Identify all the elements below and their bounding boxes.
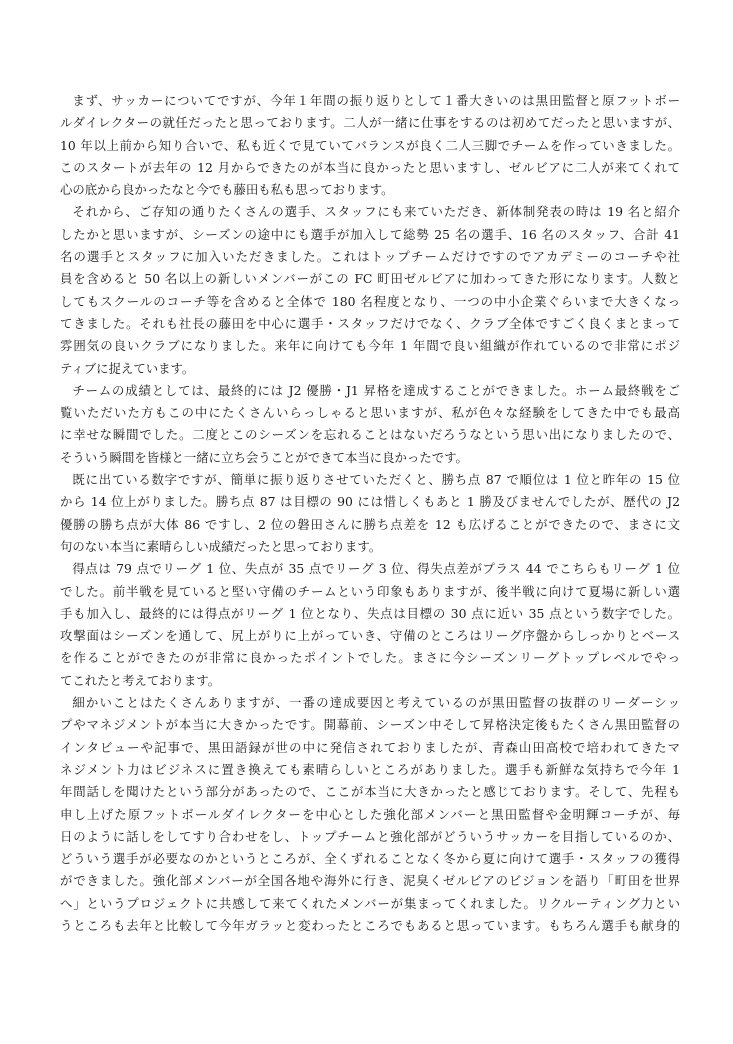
text-line: でした。前半戦を見ていると堅い守備のチームという印象もありますが、後半戦に向けて夏場に新しい選 (60, 583, 680, 599)
text-line: ネジメント力はビジネスに置き換えても素晴らしいところがありました。選手も新鮮な気持ちで今年 1 (60, 761, 680, 777)
text-line: してもスクールのコーチ等を含めると全体で 180 名程度となり、一つの中小企業ぐらいまで大きくなっ (60, 293, 680, 309)
text-line: 名の選手とスタッフに加入いただきました。これはトップチームだけですのでアカデミーのコーチや社 (60, 249, 680, 265)
text-line: てきました。それも社長の藤田を中心に選手・スタッフだけでなく、クラブ全体ですごく良くまとまって (60, 315, 680, 331)
text-line: 員を含めると 50 名以上の新しいメンバーがこの FC 町田ゼルビアに加わってきた形になります。人数と (60, 271, 680, 287)
text-line: プやマネジメントが本当に大きかったです。開幕前、シーズン中そして昇格決定後もたくさん黒田監督の (60, 717, 680, 733)
text-line: インタビューや記事で、黒田語録が世の中に発信されておりましたが、青森山田高校で培われてきたマ (60, 739, 680, 755)
text-line: 得点は 79 点でリーグ 1 位、失点が 35 点でリーグ 3 位、得失点差がプラス 44 でこちらもリーグ 1 位 (72, 561, 680, 577)
text-line: に幸せな瞬間でした。二度とこのシーズンを忘れることはないだろうなという思い出になりましたので、 (60, 427, 680, 443)
text-line: 年間話しを聞けたという部分があったので、ここが本当に大きかったと感じております。そして、先程も (60, 784, 680, 800)
text-line: てこれたと考えております。 (60, 672, 221, 688)
text-line: ティブに捉えています。 (60, 360, 195, 376)
text-line: チームの成績としては、最終的には J2 優勝・J1 昇格を達成することができました。ホーム最終戦をご (72, 382, 680, 398)
text-line: 手も加入し、最終的には得点がリーグ 1 位となり、失点は目標の 30 点に近い 35 点という数字でした。 (60, 605, 680, 621)
text-line: このスタートが去年の 12 月からできたのが本当に良かったと思いますし、ゼルビアに二人が来てくれて (60, 159, 680, 175)
text-line: から 14 位上がりました。勝ち点 87 は目標の 90 には惜しくもあと 1 勝及びませんでしたが、歴代の J2 (60, 494, 680, 510)
text-line: 心の底から良かったなと今でも藤田も私も思っております。 (60, 182, 394, 198)
text-line: を作ることができたのが非常に良かったポイントでした。まさに今シーズンリーグトップレベルでやっ (60, 650, 680, 666)
text-line: 申し上げた原フットボールダイレクターを中心とした強化部メンバーと黒田監督や金明輝コーチが、毎 (60, 806, 680, 822)
text-line: 10 年以上前から知り合いで、私も近くで見ていてバランスが良く二人三脚でチームを作っていきました。 (60, 137, 680, 153)
text-line: へ」というプロジェクトに共感して来てくれたメンバーが集まってくれました。リクルーティング力とい (60, 895, 680, 911)
text-line: 攻撃面はシーズンを通して、尻上がりに上がっていき、守備のところはリーグ序盤からしっかりとベース (60, 628, 680, 644)
text-line: うところも去年と比較して今年ガラッと変わったところでもあると思っています。もちろん選手も献身的 (60, 917, 680, 933)
text-line: どういう選手が必要なのかというところが、全くずれることなく冬から夏に向けて選手・スタッフの獲得 (60, 851, 680, 867)
text-line: 句のない本当に素晴らしい成績だったと思っております。 (60, 538, 382, 554)
text-line: 日のように話しをしてすり合わせをし、トップチームと強化部がどういうサッカーを目指しているのか、 (60, 828, 680, 844)
text-line: そういう瞬間を皆様と一緒に立ち会うことができて本当に良かったです。 (60, 449, 468, 465)
text-line: ルダイレクターの就任だったと思っております。二人が一緒に仕事をするのは初めてだったと思いますが、 (60, 115, 680, 131)
text-line: 雰囲気の良いクラブになりました。来年に向けても今年 1 年間で良い組織が作れているので非常にポジ (60, 338, 680, 354)
text-line: まず、サッカーについてですが、今年１年間の振り返りとして１番大きいのは黒田監督と原フットボー (72, 93, 680, 108)
document-body (60, 90, 680, 937)
text-line: したかと思いますが、シーズンの途中にも選手が加入して総勢 25 名の選手、16 名のスタッフ、合計 41 (60, 226, 680, 242)
text-line: 細かいことはたくさんありますが、一番の達成要因と考えているのが黒田監督の抜群のリーダーシッ (72, 695, 680, 711)
text-line: 覧いただいた方もこの中にたくさんいらっしゃると思いますが、私が色々な経験をしてきた中でも最高 (60, 405, 680, 421)
text-line: 優勝の勝ち点が大体 86 ですし、2 位の磐田さんに勝ち点差を 12 も広げることができたので、まさに文 (60, 516, 680, 532)
text-line: ができました。強化部メンバーが全国各地や海外に行き、泥臭くゼルビアのビジョンを語り「町田を世界 (60, 873, 680, 889)
text-line: 既に出ている数字ですが、簡単に振り返りさせていただくと、勝ち点 87 で順位は 1 位と昨年の 15 位 (72, 472, 680, 488)
text-line: それから、ご存知の通りたくさんの選手、スタッフにも来ていただき、新体制発表の時は 19 名と紹介 (72, 204, 680, 220)
